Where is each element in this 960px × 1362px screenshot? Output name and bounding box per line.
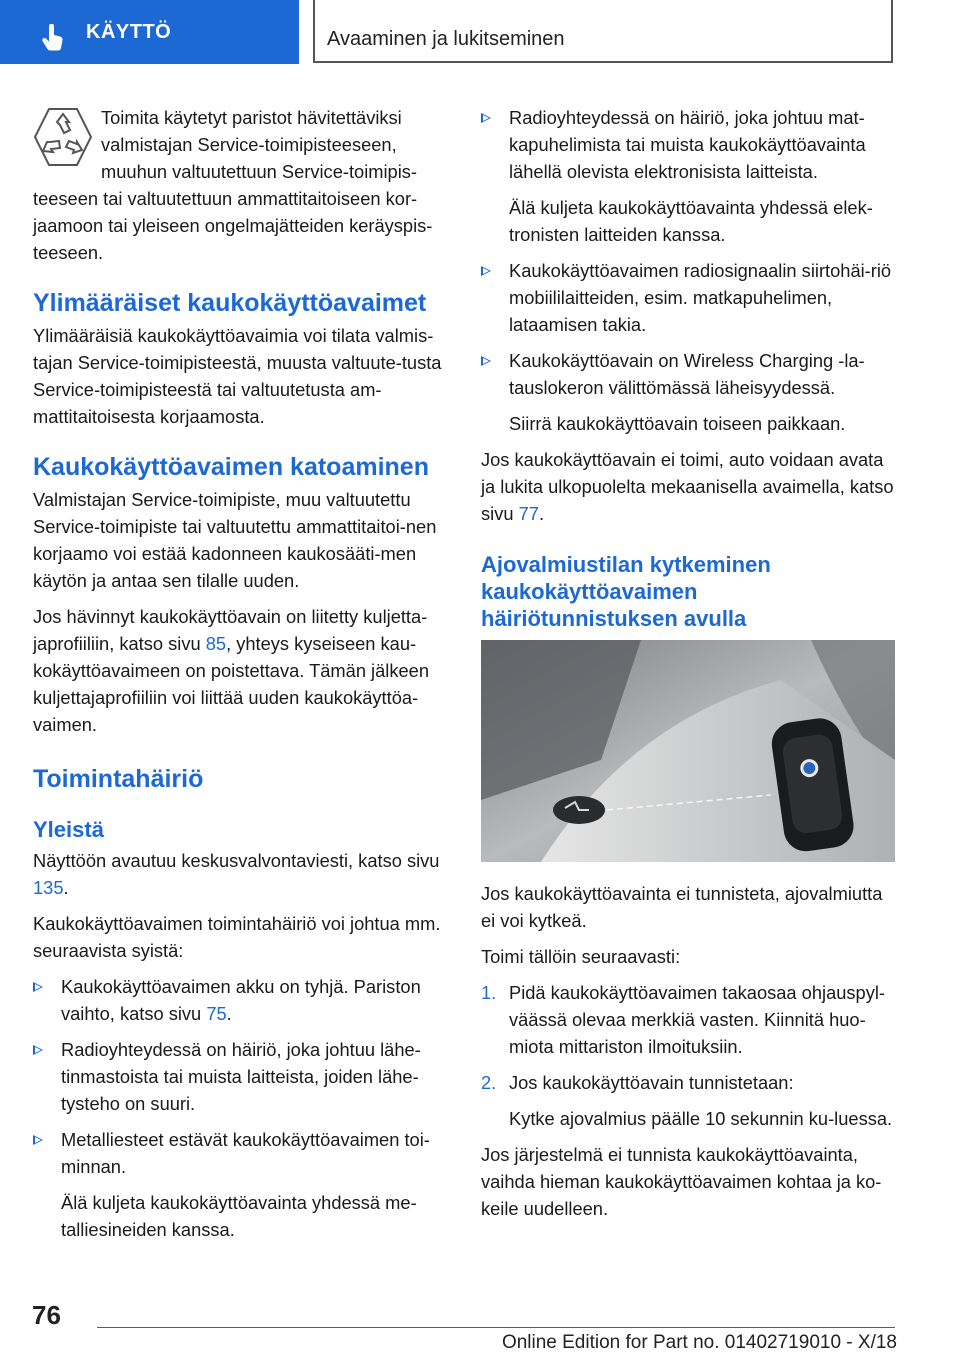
page-link-85[interactable]: 85 <box>205 633 227 654</box>
list-item <box>481 104 895 185</box>
right-column <box>481 104 895 1231</box>
footer-edition: Online Edition for Part no. 01402719010 - X/18 <box>501 1332 897 1353</box>
heading-general: Yleistä <box>33 817 104 842</box>
heading-extra-keys: Ylimääräiset kaukokäyttöavaimet <box>33 289 427 317</box>
paragraph-not-detected: Jos kaukokäyttöavainta ei tunnisteta, ajovalmiutta ei voi kytkeä. <box>481 883 883 931</box>
page-link-75[interactable]: 75 <box>206 1003 227 1024</box>
chapter-header <box>313 0 893 63</box>
step-note: Kytke ajovalmius päälle 10 sekunnin ku-luessa. <box>509 1108 893 1129</box>
text: Radioyhteydessä on häiriö, joka johtuu lähe-tinmastoista tai muista laitteista, joiden lähe-tysteho on suuri. <box>61 1039 421 1114</box>
heading-ready-state: Ajovalmiustilan kytkeminen kaukokäyttöavaimen häiriötunnistuksen avulla <box>481 552 771 631</box>
recycle-note <box>33 104 447 266</box>
text: Pidä kaukokäyttöavaimen takaosaa ohjauspyl-väässä olevaa merkkiä vasten. Kiinnitä huo-miota mittariston ilmoituksiin. <box>509 982 886 1057</box>
paragraph-extra-keys: Ylimääräisiä kaukokäyttöavaimia voi tilata valmis-tajan Service-toimipisteestä, muusta valtuute-tusta Service-toimipisteestä tai valtuutetusta am-mattitaitoisesta korjaamosta. <box>33 325 442 427</box>
hand-pointer-icon <box>40 24 66 52</box>
left-column <box>33 104 447 1252</box>
step-item <box>481 979 895 1060</box>
list-item <box>481 257 895 338</box>
paragraph-key-loss-2 <box>33 603 447 738</box>
heading-malfunction: Toimintahäiriö <box>33 765 204 793</box>
list-item-note: Älä kuljeta kaukokäyttöavainta yhdessä me-talliesineiden kanssa. <box>61 1192 417 1240</box>
list-item-note: Siirrä kaukokäyttöavain toiseen paikkaan. <box>509 413 846 434</box>
heading-key-loss: Kaukokäyttöavaimen katoaminen <box>33 453 429 481</box>
bullet-triangle-icon <box>33 1135 43 1145</box>
section-tab <box>0 0 299 64</box>
text: . <box>538 503 545 524</box>
text: Metalliesteet estävät kaukokäyttöavaimen toi-minnan. <box>61 1129 430 1177</box>
paragraph-mechanical-key <box>481 446 895 527</box>
text: Jos hävinnyt kaukokäyttöavain on liitetty kuljetta-japrofiiliin, katso sivu <box>33 606 428 654</box>
page-link-135[interactable]: 135 <box>33 877 64 898</box>
list-item-note: Älä kuljeta kaukokäyttöavainta yhdessä elek-tronisten laitteiden kanssa. <box>509 197 873 245</box>
list-item <box>33 1036 447 1117</box>
page-number: 76 <box>32 1300 61 1330</box>
recycle-icon <box>33 108 93 166</box>
bullet-triangle-icon <box>481 266 491 276</box>
text: Näyttöön avautuu keskusvalvontaviesti, katso sivu <box>33 850 440 871</box>
list-item <box>33 973 447 1027</box>
text: Radioyhteydessä on häiriö, joka johtuu mat-kapuhelimista tai muista kaukokäyttöavainta lähellä olevista elektronisista laitteista. <box>509 107 866 182</box>
bullet-triangle-icon <box>481 356 491 366</box>
paragraph-key-loss-1: Valmistajan Service-toimipiste, muu valtuutettu Service-toimipiste tai valtuutettu ammattitaitoi-nen korjaamo voi estää kadonneen kaukosääti-men käytön ja antaa sen tilalle uuden. <box>33 489 437 591</box>
text: , yhteys kyseiseen kau-kokäyttöavaimeen on poistettava. Tämän jälkeen kuljettajaprofiiliin voi liittää uuden kaukokäyttöa-vaimen. <box>33 633 429 735</box>
text: Jos kaukokäyttöavain ei toimi, auto voidaan avata ja lukita ulkopuolelta mekaanisella avaimella, katso sivu <box>481 449 894 524</box>
page-link-77[interactable]: 77 <box>518 503 539 524</box>
step-item <box>481 1069 895 1096</box>
text: Kaukokäyttöavaimen akku on tyhjä. Pariston vaihto, katso sivu <box>61 976 421 1024</box>
section-tab-label: KÄYTTÖ <box>86 21 172 43</box>
chapter-title: Avaaminen ja lukitseminen <box>327 28 565 50</box>
list-item <box>33 1126 447 1180</box>
bullet-triangle-icon <box>481 113 491 123</box>
step-number: 2. <box>481 1072 497 1093</box>
text: . <box>226 1003 232 1024</box>
paragraph-causes: Kaukokäyttöavaimen toimintahäiriö voi johtua mm. seuraavista syistä: <box>33 913 441 961</box>
paragraph-retry: Jos järjestelmä ei tunnista kaukokäyttöavainta, vaihda hieman kaukokäyttöavaimen kohtaa ja ko-keile uudelleen. <box>481 1144 882 1219</box>
footer-divider <box>97 1327 895 1328</box>
bullet-triangle-icon <box>33 1045 43 1055</box>
paragraph-proceed: Toimi tällöin seuraavasti: <box>481 946 681 967</box>
paragraph-general <box>33 847 447 901</box>
steering-column-key-photo <box>481 640 895 862</box>
bullet-triangle-icon <box>33 982 43 992</box>
text: Kaukokäyttöavaimen radiosignaalin siirtohäi-riö mobiililaitteiden, esim. matkapuhelimen, lataamisen takia. <box>509 260 892 335</box>
text: Kaukokäyttöavain on Wireless Charging -la-tauslokeron välittömässä läheisyydessä. <box>509 350 865 398</box>
text: . <box>63 877 69 898</box>
text: Jos kaukokäyttöavain tunnistetaan: <box>509 1072 794 1093</box>
list-item <box>481 347 895 401</box>
step-number: 1. <box>481 982 497 1003</box>
recycle-text: Toimita käytetyt paristot hävitettäviksi valmistajan Service-toimipisteeseen, muuhun valtuutettuun Service-toimipis-teeseen tai valtuutettuun ammattitaitoiseen kor-jaamoon tai yleiseen ongelmajätteiden keräyspis-teeseen. <box>33 107 433 263</box>
